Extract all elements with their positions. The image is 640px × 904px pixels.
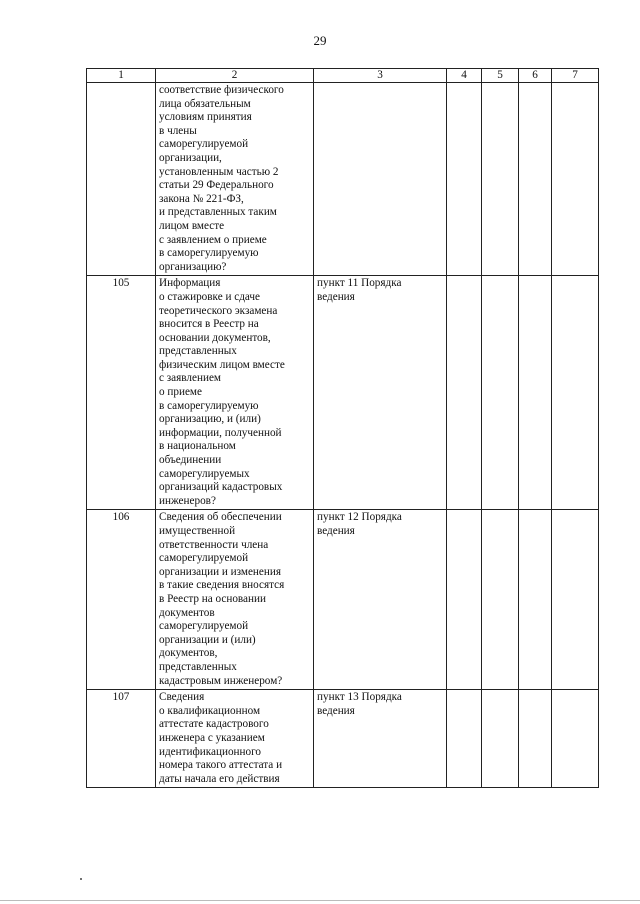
reference-line: пункт 12 Порядка <box>317 511 402 524</box>
answer-cell-col-5 <box>482 83 519 276</box>
header-col-5: 5 <box>482 69 519 83</box>
question-line: физическим лицом вместе <box>159 358 285 371</box>
question-line: в такие сведения вносятся <box>159 579 285 592</box>
reference-line: ведения <box>317 525 355 537</box>
question-line: Сведения об обеспечении <box>159 511 282 524</box>
header-col-3: 3 <box>314 69 447 83</box>
legal-reference <box>314 690 447 788</box>
question-line: ответственности члена <box>159 538 269 551</box>
header-col-4: 4 <box>447 69 482 83</box>
page-number: 29 <box>313 33 327 48</box>
question-line: условиям принятия <box>159 111 252 124</box>
row-number: 106 <box>87 510 156 690</box>
table-row <box>87 276 599 510</box>
question-line: инженеров? <box>159 494 216 507</box>
answer-cell-col-6 <box>519 510 552 690</box>
question-line: имущественной <box>159 525 236 537</box>
question-line: организацию? <box>159 260 227 273</box>
table-row <box>87 83 599 276</box>
answer-cell-col-7 <box>552 276 599 510</box>
answer-cell-col-6 <box>519 83 552 276</box>
question-line: кадастровым инженером? <box>159 674 283 687</box>
question-line: представленных <box>159 660 237 673</box>
question-line: статьи 29 Федерального <box>159 179 274 192</box>
question-text <box>156 510 314 690</box>
question-line: в Реестр на основании <box>159 592 266 605</box>
legal-reference <box>314 276 447 510</box>
question-line: с заявлением <box>159 372 221 385</box>
answer-cell-col-4 <box>447 690 482 788</box>
question-line: вносится в Реестр на <box>159 318 259 331</box>
question-line: идентификационного <box>159 745 262 758</box>
answer-cell-col-6 <box>519 690 552 788</box>
question-line: о квалификационном <box>159 704 261 717</box>
question-line: в саморегулируемую <box>159 399 259 412</box>
answer-cell-col-6 <box>519 276 552 510</box>
reference-line: пункт 11 Порядка <box>317 277 402 290</box>
question-line: инженера с указанием <box>159 731 265 744</box>
question-line: номера такого аттестата и <box>159 759 283 772</box>
question-line: объединении <box>159 454 222 467</box>
legal-reference <box>314 83 447 276</box>
answer-cell-col-5 <box>482 276 519 510</box>
question-line: закона № 221-ФЗ, <box>159 192 244 205</box>
question-line: в члены <box>159 124 197 137</box>
answer-cell-col-7 <box>552 690 599 788</box>
reference-line: пункт 13 Порядка <box>317 691 402 704</box>
answer-cell-col-4 <box>447 276 482 510</box>
question-line: саморегулируемой <box>159 620 249 633</box>
question-line: информации, полученной <box>159 426 282 439</box>
question-line: организации и (или) <box>159 633 256 646</box>
question-line: организаций кадастровых <box>159 481 283 494</box>
question-line: основании документов, <box>159 331 271 344</box>
question-text <box>156 276 314 510</box>
question-line: и представленных таким <box>159 206 277 219</box>
answer-cell-col-5 <box>482 690 519 788</box>
question-line: лицом вместе <box>159 219 225 232</box>
question-text <box>156 690 314 788</box>
answer-cell-col-5 <box>482 510 519 690</box>
scan-dot <box>80 878 82 880</box>
question-line: лица обязательным <box>159 97 251 110</box>
question-line: о стажировке и сдаче <box>159 290 261 303</box>
question-line: Сведения <box>159 691 205 704</box>
question-line: аттестате кадастрового <box>159 718 269 731</box>
requirements-table <box>86 68 599 788</box>
table-row <box>87 690 599 788</box>
question-line: представленных <box>159 345 237 358</box>
question-line: документов, <box>159 647 218 660</box>
header-col-7: 7 <box>552 69 599 83</box>
header-row <box>87 69 599 83</box>
question-text <box>156 83 314 276</box>
question-line: саморегулируемой <box>159 552 249 565</box>
question-line: организации и изменения <box>159 565 282 578</box>
question-line: соответствие физического <box>159 84 284 96</box>
row-number: 107 <box>87 690 156 788</box>
answer-cell-col-4 <box>447 83 482 276</box>
question-line: о приеме <box>159 386 202 399</box>
question-line: с заявлением о приеме <box>159 233 267 246</box>
question-line: документов <box>159 606 215 619</box>
answer-cell-col-4 <box>447 510 482 690</box>
question-line: установленным частью 2 <box>159 165 279 178</box>
header-col-1: 1 <box>87 69 156 83</box>
question-line: организации, <box>159 151 222 164</box>
question-line: саморегулируемых <box>159 467 250 480</box>
question-line: даты начала его действия <box>159 772 280 785</box>
question-line: теоретического экзамена <box>159 304 278 317</box>
header-col-2: 2 <box>156 69 314 83</box>
question-line: в национальном <box>159 440 236 453</box>
reference-line: ведения <box>317 290 355 303</box>
answer-cell-col-7 <box>552 83 599 276</box>
table-row <box>87 510 599 690</box>
header-col-6: 6 <box>519 69 552 83</box>
legal-reference <box>314 510 447 690</box>
question-line: саморегулируемой <box>159 138 249 151</box>
question-line: в саморегулируемую <box>159 247 259 260</box>
question-line: Информация <box>159 277 221 290</box>
answer-cell-col-7 <box>552 510 599 690</box>
reference-line: ведения <box>317 704 355 717</box>
question-line: организацию, и (или) <box>159 413 261 426</box>
row-number: 105 <box>87 276 156 510</box>
page-bottom-edge <box>0 900 640 901</box>
row-number <box>87 83 156 276</box>
